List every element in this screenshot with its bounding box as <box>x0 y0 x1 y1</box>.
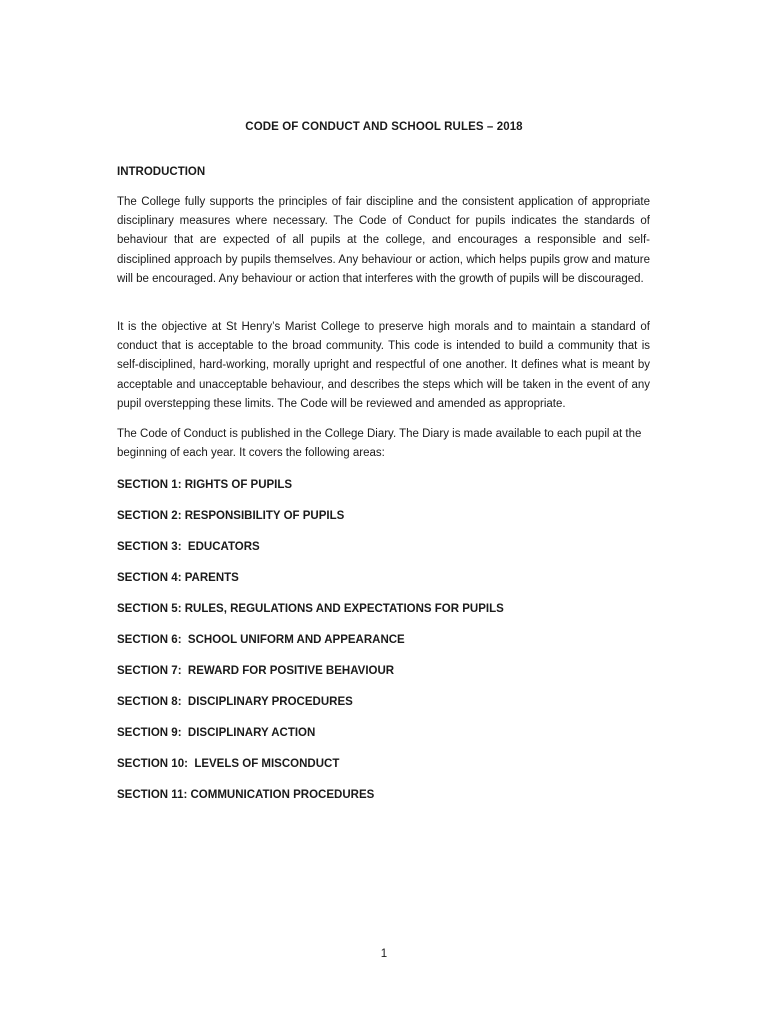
section-item-9: SECTION 9: DISCIPLINARY ACTION <box>117 727 316 739</box>
section-item-4: SECTION 4: PARENTS <box>117 572 239 584</box>
section-list <box>117 476 504 817</box>
section-item-6: SECTION 6: SCHOOL UNIFORM AND APPEARANCE <box>117 634 405 646</box>
page-number: 1 <box>380 948 388 960</box>
section-item-7: SECTION 7: REWARD FOR POSITIVE BEHAVIOUR <box>117 665 395 677</box>
section-item-1: SECTION 1: RIGHTS OF PUPILS <box>117 479 293 491</box>
section-item-2: SECTION 2: RESPONSIBILITY OF PUPILS <box>117 510 345 522</box>
section-item-8: SECTION 8: DISCIPLINARY PROCEDURES <box>117 696 353 708</box>
introduction-heading: INTRODUCTION <box>117 166 206 178</box>
section-item-5: SECTION 5: RULES, REGULATIONS AND EXPECTATIONS FOR PUPILS <box>117 603 504 615</box>
section-item-11: SECTION 11: COMMUNICATION PROCEDURES <box>117 789 375 801</box>
introduction-paragraph-2: It is the objective at St Henry’s Marist College to preserve high morals and to maintain a standard of conduct that is acceptable to the broad community. This code is intended to build a community that is self-disciplined, hard-working, morally upright and respectful of one another. It defines what is meant by acceptable and unacceptable behaviour, and describes the steps which will be taken in the event of any pupil overstepping these limits. The Code will be reviewed and amended as appropriate. <box>117 321 650 410</box>
section-item-3: SECTION 3: EDUCATORS <box>117 541 260 553</box>
section-item-10: SECTION 10: LEVELS OF MISCONDUCT <box>117 758 340 770</box>
introduction-paragraph-3: The Code of Conduct is published in the College Diary. The Diary is made available to each pupil at the beginning of each year. It covers the following areas: <box>117 428 642 460</box>
document-title: CODE OF CONDUCT AND SCHOOL RULES – 2018 <box>245 121 523 133</box>
introduction-paragraph-1: The College fully supports the principles of fair discipline and the consistent application of appropriate disciplinary measures where necessary. The Code of Conduct for pupils indicates the standards of behaviour that are expected of all pupils at the college, and encourages a responsible and self-disciplined approach by pupils themselves. Any behaviour or action, which helps pupils grow and mature will be encouraged. Any behaviour or action that interferes with the growth of pupils will be discouraged. <box>117 196 650 285</box>
